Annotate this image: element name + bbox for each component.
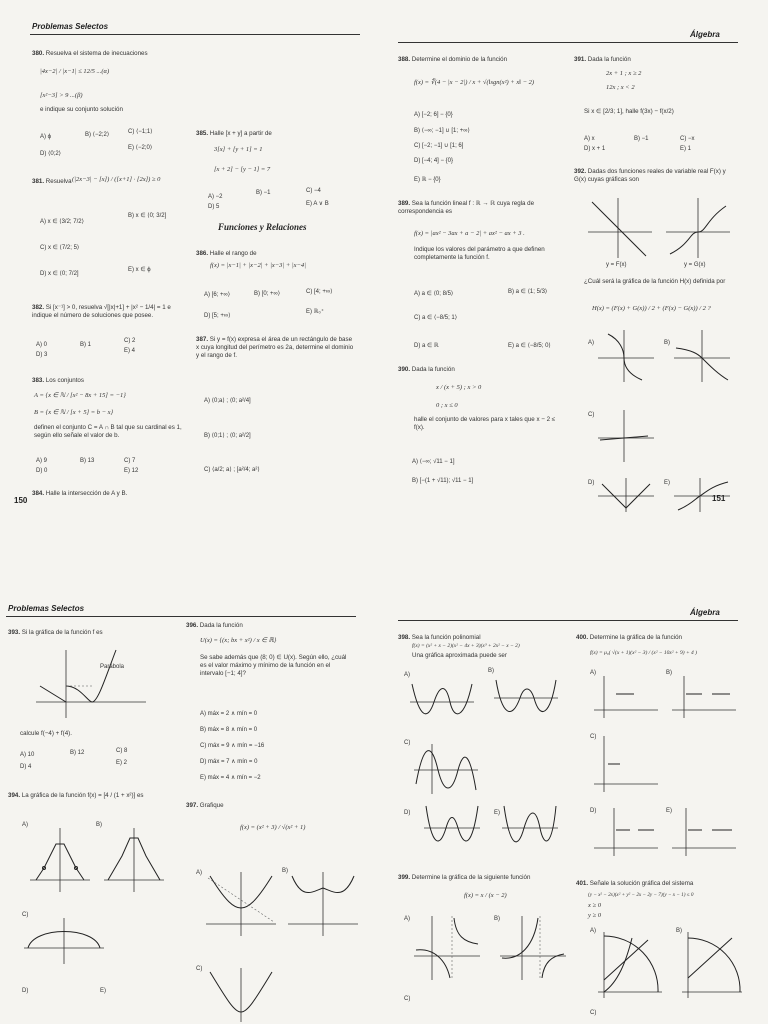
option-b: B) <box>664 340 670 346</box>
question-384 <box>32 490 127 498</box>
question-tail: calcule f(−4) + f(4). <box>20 730 72 737</box>
question-number: 384. <box>32 490 45 497</box>
question-396 <box>186 622 243 630</box>
question-text: Halle [x + y] a partir de <box>209 130 272 137</box>
page-header-left: Problemas Selectos <box>32 22 109 31</box>
inequality-3: y ≥ 0 <box>588 912 601 919</box>
option-c: C) <box>196 966 203 972</box>
option-a: A) <box>590 670 596 676</box>
question-382 <box>32 304 192 320</box>
question-number: 391. <box>574 56 587 63</box>
option-e: E) ℝ₀⁺ <box>306 309 325 315</box>
question-number: 382. <box>32 304 45 311</box>
option-b: B) ⟨−2;2⟩ <box>85 132 110 138</box>
option-a: A) <box>588 340 594 346</box>
question-text: Resuelva <box>45 178 72 185</box>
question-385 <box>196 130 272 138</box>
graph-option-a <box>598 932 662 998</box>
option-b: B) 1 <box>80 342 92 348</box>
option-d: D) <box>22 988 29 994</box>
question-tail: e indique su conjunto solución <box>40 106 123 113</box>
question-380 <box>32 50 182 58</box>
option-d: D) ⟨0;2⟩ <box>40 151 62 157</box>
function-expression: f(x) = |ax² − 3ax + a − 2| + ax² − ax + 3 . <box>414 230 525 237</box>
graph-option-d <box>424 802 480 852</box>
graph-option-e <box>502 802 558 852</box>
option-a: A) [6; +∞⟩ <box>204 292 231 298</box>
function-expression: f(x) = (x² + x − 2)(x² − 4x + 3)(x³ + 2x² − x − 2) <box>412 643 520 649</box>
piece-1: 2x + 1 ; x ≥ 2 <box>606 70 642 77</box>
option-e: E) máx = 4 ∧ mín = −2 <box>200 775 261 781</box>
graph-option-d <box>598 478 654 512</box>
question-number: 383. <box>32 377 45 384</box>
question-number: 393. <box>8 629 21 636</box>
option-b: B) <box>666 670 672 676</box>
option-d: D) <box>588 480 595 486</box>
question-tail: Se sabe además que (8; 0) ∈ U(x). Según ello, ¿cuál es el valor máximo y mínimo de la función en el intervalo [−1; 4]? <box>200 654 347 677</box>
option-b: B) <box>494 916 500 922</box>
option-b: B) 12 <box>70 750 85 756</box>
parabola-label: Parábola <box>100 664 125 670</box>
question-text: Si [x⁻¹] > 0, resuelva √[|x|+1] + |x² − 1/4| = 1 e indique el número de soluciones que posee. <box>32 304 171 319</box>
graph-f <box>588 198 652 258</box>
graph-option-e <box>672 808 736 856</box>
option-a: A) 10 <box>20 752 35 758</box>
option-e: E) 2 <box>116 760 128 766</box>
graph-option-a <box>30 828 90 892</box>
option-d: D) <box>404 810 411 816</box>
question-text: Grafique <box>199 802 224 809</box>
option-b: B) <box>282 868 288 874</box>
question-text: Determine la gráfica de la siguiente función <box>411 874 531 881</box>
option-d: D) 3 <box>36 352 48 358</box>
question-389 <box>398 200 563 216</box>
option-b: B) ⟨0;1⟩ ; ⟨0; a²/2] <box>204 433 251 439</box>
question-number: 380. <box>32 50 45 57</box>
question-381 <box>32 178 72 186</box>
option-e: E) <box>666 808 672 814</box>
question-tail: definen el conjunto C = A ∩ B tal que su cardinal es 1, según ello señale el valor de b. <box>34 424 182 439</box>
equation-2: [x + 2] − [y − 1] = 7 <box>214 166 271 173</box>
page-153 <box>384 512 768 1024</box>
question-text: Determine el dominio de la función <box>411 56 508 63</box>
option-c: C) ⟨a/2; a⟩ ; [a²/4; a²⟩ <box>204 467 260 473</box>
question-number: 385. <box>196 130 209 137</box>
option-b: B) −1 <box>634 136 649 142</box>
option-d: D) 4 <box>20 764 32 770</box>
question-tail: Una gráfica aproximada puede ser <box>412 652 507 659</box>
option-e: E) <box>664 480 670 486</box>
option-a: A) ⟨0;a⟩ ; ⟨0; a²/4] <box>204 398 251 404</box>
function-expression: f(x) = ∜(4 − |x − 2|) / x + √(‖sgn(x²) + x‖ − 2) <box>414 79 535 86</box>
question-392 <box>574 168 739 184</box>
option-c: C) 7 <box>124 458 136 464</box>
graph-option-d <box>594 808 658 856</box>
graph-option-b <box>104 828 164 892</box>
system-line-1: |4x−2| / |x−1| ≤ 12/5 ...(α) <box>40 68 110 75</box>
page-header-right: Álgebra <box>690 30 720 39</box>
question-399 <box>398 874 568 882</box>
graph-option-a <box>410 680 474 720</box>
option-a: A) máx = 2 ∧ mín = 0 <box>200 711 258 717</box>
question-number: 387. <box>196 336 209 343</box>
question-number: 392. <box>574 168 587 175</box>
question-tail: halle el conjunto de valores para x tales que x − 2 ≤ f(x). <box>414 416 556 431</box>
option-e: E) A ∨ B <box>306 201 329 207</box>
option-b: B) ⟨−∞; −1] ∪ [1; +∞⟩ <box>414 128 470 134</box>
page-152 <box>0 512 384 1024</box>
question-400 <box>576 634 736 642</box>
page-number-left: 150 <box>14 496 28 505</box>
graph-option-b <box>672 676 736 718</box>
option-d: D) x ∈ ⟨0; 7/2] <box>40 271 79 277</box>
option-d: D) [5; +∞⟩ <box>204 313 231 319</box>
option-c: C) −4 <box>306 188 321 194</box>
question-text: Si la gráfica de la función f es <box>21 629 103 636</box>
graph-option-c <box>414 744 478 794</box>
option-b: B) −1 <box>256 190 271 196</box>
option-b: B) x ∈ ⟨0; 3/2] <box>128 213 167 219</box>
option-e: E) <box>100 988 106 994</box>
question-390 <box>398 366 455 374</box>
page-151 <box>384 0 768 512</box>
option-c: C) <box>588 412 595 418</box>
option-a: A) <box>590 928 596 934</box>
question-387 <box>196 336 356 360</box>
option-b: B) máx = 8 ∧ mín = 0 <box>200 727 258 733</box>
function-expression: H(x) = (F(x) + G(x)) / 2 + (F(x) − G(x)) / 2 ? <box>592 305 711 312</box>
graph-option-c <box>594 736 658 792</box>
option-b: B) 13 <box>80 458 95 464</box>
question-text: Dada la función <box>199 622 243 629</box>
question-text: Sea la función lineal f : ℝ → ℝ cuya regla de correspondencia es <box>398 200 535 215</box>
graph-g <box>666 198 730 258</box>
question-number: 397. <box>186 802 199 809</box>
question-text: Señale la solución gráfica del sistema <box>589 880 694 887</box>
option-c: C) a ∈ ⟨−8/5; 1⟩ <box>414 315 458 321</box>
option-e: E) ⟨−2;0⟩ <box>128 145 153 151</box>
question-401 <box>576 880 741 888</box>
option-a: A) ϕ <box>40 134 52 140</box>
option-e: E) ℝ − {0} <box>414 177 441 183</box>
question-text: Si y = f(x) expresa el área de un rectángulo de base x cuya longitud del perímetro es 2a, determine el dominio y el rango de f. <box>196 336 354 359</box>
question-text: Dadas dos funciones reales de variable real F(x) y G(x) cuyas gráficas son <box>574 168 726 183</box>
function-expression: f(x) = x / (x − 2) <box>464 892 507 899</box>
option-c: C) ⟨−1;1⟩ <box>128 129 153 135</box>
question-386 <box>196 250 257 258</box>
graph-label-g: y = G(x) <box>684 262 706 268</box>
graph-option-b <box>500 916 566 980</box>
option-a: A) <box>404 916 410 922</box>
question-394 <box>8 792 168 800</box>
question-number: 388. <box>398 56 411 63</box>
graph-option-b <box>494 676 558 724</box>
question-391 <box>574 56 631 64</box>
option-a: A) ⟨−∞; √11 − 1] <box>412 459 455 465</box>
question-number: 381. <box>32 178 45 185</box>
header-rule <box>398 42 738 43</box>
section-title: Funciones y Relaciones <box>218 222 307 232</box>
question-text: Dada la función <box>411 366 455 373</box>
header-rule <box>398 620 738 621</box>
question-388 <box>398 56 563 64</box>
page-header-left: Problemas Selectos <box>8 604 85 613</box>
graph-option-a <box>206 872 276 936</box>
question-number: 389. <box>398 200 411 207</box>
graph-label-f: y = F(x) <box>606 262 627 268</box>
graph-option-b <box>682 932 742 998</box>
option-c: C) <box>590 734 597 740</box>
option-d: D) 5 <box>208 204 220 210</box>
parabola-graph <box>36 646 146 718</box>
piece-2: 12x ; x < 2 <box>606 84 635 91</box>
function-expression: f(x) = (x² + 3) / √(x² + 1) <box>240 824 306 831</box>
option-b: B) <box>488 668 494 674</box>
option-c: C) 8 <box>116 748 128 754</box>
piece-2: 0 ; x ≤ 0 <box>436 402 458 409</box>
function-expression: f(x) = μ₀( √(x + 1)(x² − 3) / (x² − 10x² + 9) + 4 ) <box>590 650 697 656</box>
option-c: C) <box>404 740 411 746</box>
option-c: C) <box>22 912 29 918</box>
option-d: D) <box>590 808 597 814</box>
option-b: B) [−(1 + √11); √11 − 1] <box>412 478 474 484</box>
option-a: A) x <box>584 136 595 142</box>
option-e: E) 4 <box>124 348 136 354</box>
inequality-1: (y − x² − 2x)(x² + y² − 2x − 2y − 7)(y − x − 1) ≤ 0 <box>588 892 694 898</box>
question-text: Sea la función polinomial <box>411 634 481 641</box>
question-383 <box>32 377 84 385</box>
set-b: B = {x ∈ ℕ / [x + 5] = b − x} <box>34 409 114 416</box>
question-397 <box>186 802 224 810</box>
option-a: A) 0 <box>36 342 48 348</box>
option-a: A) 9 <box>36 458 48 464</box>
option-e: E) x ∈ ϕ <box>128 267 151 273</box>
question-tail: Si x ∈ [2/3; 1], halle f(3x) − f(x/2) <box>584 108 674 115</box>
question-text: Los conjuntos <box>45 377 84 384</box>
option-a: A) −2 <box>208 194 223 200</box>
option-a: A) [−2; 6] − {0} <box>414 112 453 118</box>
graph-option-a <box>598 330 654 382</box>
question-number: 400. <box>576 634 589 641</box>
question-number: 396. <box>186 622 199 629</box>
option-c: C) x ∈ ⟨7/2; 5⟩ <box>40 245 80 251</box>
option-a: A) a ∈ ⟨0; 8/5⟩ <box>414 291 454 297</box>
question-text: Halle la intersección de A y B. <box>45 490 128 497</box>
question-number: 390. <box>398 366 411 373</box>
inequality-expression: (|2x−3| − [x]) / ([x+1] · [2x]) ≥ 0 <box>72 176 161 183</box>
equation-1: 3[x] + [y + 1] = 1 <box>214 146 263 153</box>
option-d: D) 0 <box>36 468 48 474</box>
option-b: B) [0; +∞⟩ <box>254 291 281 297</box>
question-text: Dada la función <box>587 56 631 63</box>
question-text: Determine la gráfica de la función <box>589 634 682 641</box>
option-d: D) máx = 7 ∧ mín = 0 <box>200 759 258 765</box>
header-rule <box>6 616 356 617</box>
graph-option-c <box>24 918 104 964</box>
graph-option-a <box>414 916 480 980</box>
question-tail: Indique los valores del parámetro a que definen completamente la función f. <box>414 246 545 261</box>
question-number: 394. <box>8 792 21 799</box>
option-d: D) a ∈ ℝ <box>414 343 439 349</box>
option-c: C) −x <box>680 136 695 142</box>
option-b: B) a ∈ ⟨1; 5/3⟩ <box>508 289 548 295</box>
option-e: E) 1 <box>680 146 692 152</box>
question-text: La gráfica de la función f(x) = [4 / (1 + x²)] es <box>21 792 144 799</box>
option-c: C) máx = 9 ∧ mín = −16 <box>200 743 265 749</box>
question-393 <box>8 629 103 637</box>
page-header-right: Álgebra <box>690 608 720 617</box>
question-text: Halle el rango de <box>209 250 257 257</box>
option-b: B) <box>96 822 102 828</box>
question-number: 401. <box>576 880 589 887</box>
page-150 <box>0 0 384 512</box>
option-b: B) <box>676 928 682 934</box>
option-c: C) <box>404 996 411 1002</box>
question-number: 399. <box>398 874 411 881</box>
question-398 <box>398 634 568 642</box>
graph-option-b <box>288 872 358 936</box>
option-c: C) 2 <box>124 338 136 344</box>
function-expression: f(x) = |x−1| + |x−2| + |x−3| + |x−4| <box>210 262 306 269</box>
inequality-2: x ≥ 0 <box>588 902 601 909</box>
option-e: E) 12 <box>124 468 139 474</box>
option-a: A) <box>22 822 28 828</box>
page-number-right: 151 <box>712 494 726 503</box>
graph-option-a <box>594 676 658 718</box>
option-d: D) [−4; 4] − {0} <box>414 158 454 164</box>
question-text: Resuelva el sistema de inecuaciones <box>45 50 148 57</box>
graph-option-c <box>206 968 276 1022</box>
option-e: E) a ∈ ⟨−8/5; 0⟩ <box>508 343 551 349</box>
set-a: A = {x ∈ ℕ / [x² − 8x + 15] = −1} <box>34 392 126 399</box>
option-c: C) [4; +∞⟩ <box>306 289 333 295</box>
question-number: 386. <box>196 250 209 257</box>
header-rule <box>30 34 360 35</box>
piece-1: x / (x + 5) ; x > 0 <box>436 384 482 391</box>
option-a: A) <box>404 672 410 678</box>
question-number: 398. <box>398 634 411 641</box>
option-e: E) <box>494 810 500 816</box>
question-prompt: ¿Cuál será la gráfica de la función H(x) definida por <box>584 278 726 285</box>
graph-option-b <box>674 330 730 382</box>
option-c: C) <box>590 1010 597 1016</box>
option-d: D) x + 1 <box>584 146 606 152</box>
function-expression: U(x) = {(x; bx + x²) / x ∈ ℝ} <box>200 637 277 644</box>
option-a: A) <box>196 870 202 876</box>
system-line-2: [x²−3] > 9 ...(β) <box>40 92 83 99</box>
graph-option-c <box>598 410 654 462</box>
option-a: A) x ∈ ⟨3/2; 7/2⟩ <box>40 219 84 225</box>
option-c: C) [−2; −1] ∪ [1; 6] <box>414 143 464 149</box>
